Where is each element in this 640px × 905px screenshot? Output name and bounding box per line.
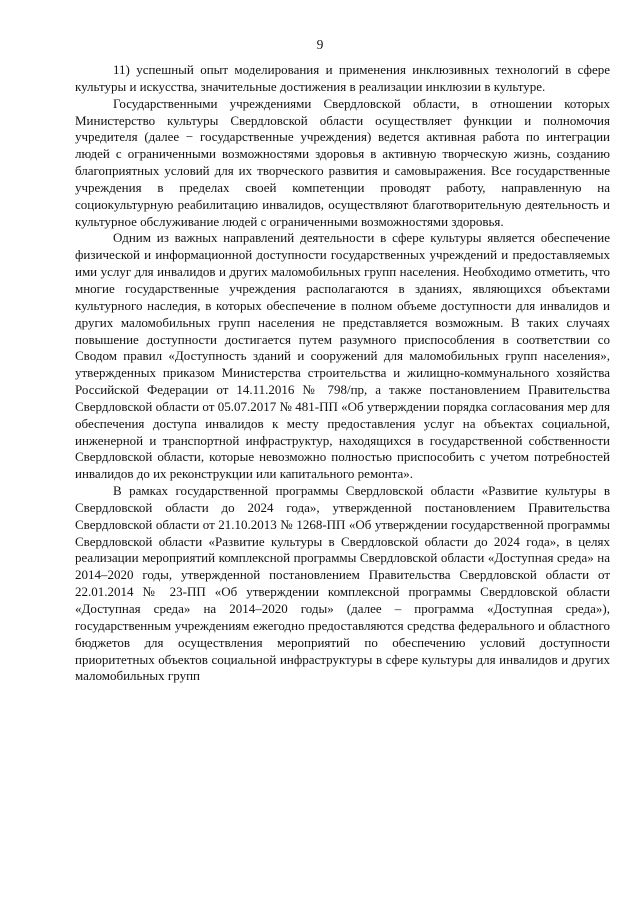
paragraph-item-11: 11) успешный опыт моделирования и применения инклюзивных технологий в сфере культуры и искусства, значительные достижения в реализации инклюзии в культуре. [75,62,610,94]
document-body [75,62,610,685]
page-number: 9 [316,37,324,52]
paragraph-state-institutions: Государственными учреждениями Свердловской области, в отношении которых Министерство культуры Свердловской области осуществляет функции и полномочия учредителя (далее − государственные учреждения) ведется активная работа по интеграции людей с ограниченными возможностями здоровья в активную творческую жизнь, созданию благоприятных условий для их творческого развития и самовыражения. Все государственные учреждения в пределах своей компетенции проводят работу, направленную на социокультурную реабилитацию инвалидов, осуществляют благотворительную деятельность и культурное обслуживание людей с ограниченными возможностями здоровья. [75,95,610,229]
paragraph-state-program: В рамках государственной программы Свердловской области «Развитие культуры в Свердловской области до 2024 года», утвержденной постановлением Правительства Свердловской области от 21.10.2013 № 1268-ПП «Об утверждении государственной программы Свердловской области «Развитие культуры в Свердловской области до 2024 года», в целях реализации мероприятий комплексной программы Свердловской области «Доступная среда» на 2014–2020 годы, утвержденной постановлением Правительства Свердловской области от 22.01.2014 № 23-ПП «Об утверждении комплексной программы Свердловской области «Доступная среда» на 2014–2020 годы» (далее – программа «Доступная среда»), государственным учреждениям ежегодно предоставляются средства федерального и областного бюджетов для осуществления мероприятий по обеспечению условий доступности приоритетных объектов социальной инфраструктуры в сфере культуры для инвалидов и других маломобильных групп [75,483,610,684]
paragraph-accessibility: Одним из важных направлений деятельности в сфере культуры является обеспечение физической и информационной доступности государственных учреждений и предоставляемых ими услуг для инвалидов и других маломобильных групп населения. Необходимо отметить, что многие государственные учреждения располагаются в зданиях, являющихся объектами культурного наследия, в которых обеспечение в полном объеме доступности для инвалидов и других маломобильных групп населения не представляется возможным. В таких случаях повышение доступности достигается путем разумного приспособления в соответствии со Сводом правил «Доступность зданий и сооружений для маломобильных групп населения», утвержденных приказом Министерства строительства и жилищно-коммунального хозяйства Российской Федерации от 14.11.2016 № 798/пр, а также постановлением Правительства Свердловской области от 05.07.2017 № 481-ПП «Об утверждении порядка согласования мер для обеспечения доступа инвалидов к месту предоставления услуг на объектах социальной, инженерной и транспортной инфраструктур, находящихся в государственной собственности Свердловской области, которые невозможно полностью приспособить с учетом потребностей инвалидов до их реконструкции или капитального ремонта». [75,230,610,482]
